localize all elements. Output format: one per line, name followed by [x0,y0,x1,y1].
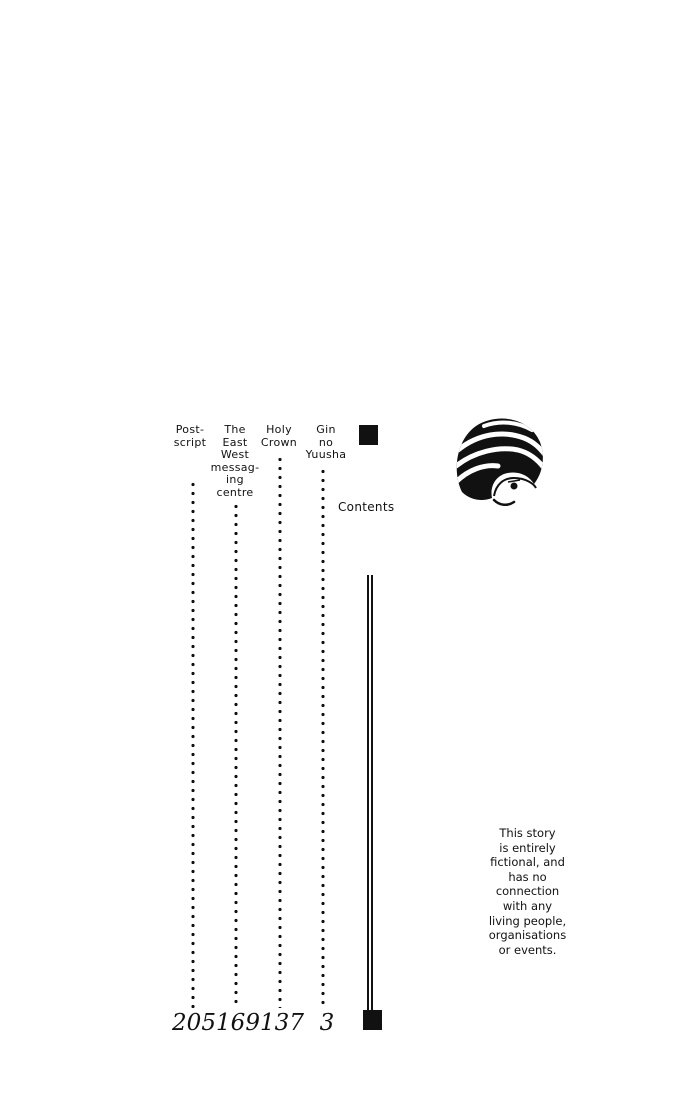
vertical-rule [367,575,369,1010]
stylized-face-logo-icon [454,412,544,512]
toc-page-number-postscript: 205 [172,1010,216,1036]
toc-leader-dots [278,455,282,1008]
toc-entry-title-postscript: Post- script [173,423,207,449]
toc-leader-dots [234,502,238,1008]
contents-heading: Contents [338,500,395,514]
bottom-square-marker [363,1010,382,1030]
toc-leader-dots [321,467,325,1008]
top-square-marker [359,425,378,445]
toc-entry-title-gin-no-yuusha: Gin no Yuusha [305,423,347,461]
toc-entry-title-east-west: The East West messag- ing centre [210,423,260,499]
toc-page-number-holy-crown: 137 [260,1010,304,1036]
toc-page-number-east-west: 169 [216,1010,260,1036]
toc-leader-dots [191,480,195,1008]
toc-entry-title-holy-crown: Holy Crown [260,423,298,449]
toc-page-number-gin-no-yuusha: 3 [319,1010,335,1036]
disclaimer-text: This story is entirely fictional, and has no connection with any living people, organisations or events. [488,826,567,957]
vertical-rule [371,575,373,1010]
